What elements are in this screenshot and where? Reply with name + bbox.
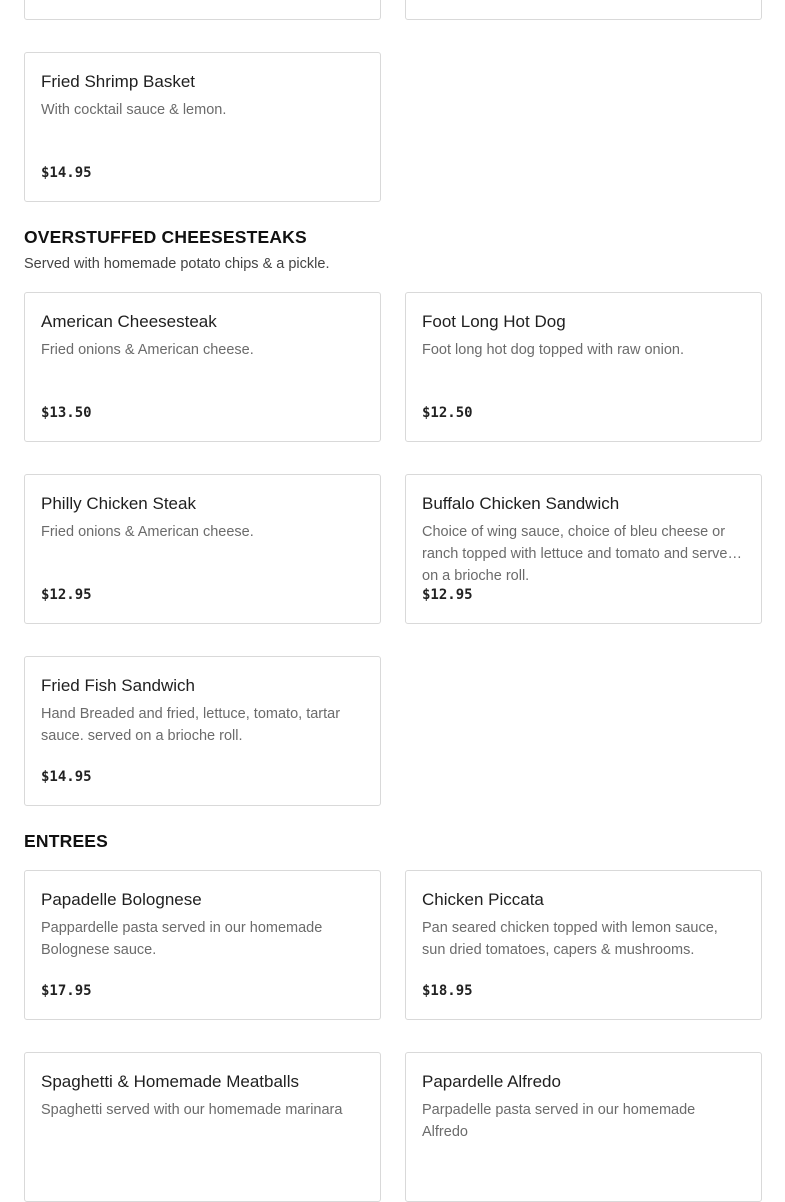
- menu-item-card[interactable]: [405, 474, 762, 624]
- menu-item-description: Pan seared chicken topped with lemon sauce, sun dried tomatoes, capers & mushrooms.: [422, 920, 718, 958]
- menu-item-price: $12.95: [422, 587, 473, 603]
- menu-item-description: Choice of wing sauce, choice of bleu cheese or ranch topped with lettuce and tomato and served on a brioche roll.: [422, 524, 736, 584]
- menu-item-description: Foot long hot dog topped with raw onion.: [422, 342, 684, 358]
- menu-item-price: $14.95: [41, 165, 92, 181]
- menu-item-name: Papardelle Alfredo: [422, 1072, 561, 1091]
- section-title-entrees: ENTREES: [24, 831, 109, 851]
- menu-item-card[interactable]: [24, 292, 381, 442]
- menu-item-card[interactable]: [405, 1052, 762, 1202]
- menu-item-name: Spaghetti & Homemade Meatballs: [41, 1072, 299, 1091]
- menu-item-card-partial[interactable]: [24, 0, 381, 20]
- menu-item-price: $13.50: [41, 405, 92, 421]
- menu-item-price: $17.95: [41, 983, 92, 999]
- menu-item-name: Chicken Piccata: [422, 890, 544, 909]
- menu-item-description: Fried onions & American cheese.: [41, 524, 254, 540]
- menu-item-card[interactable]: [24, 870, 381, 1020]
- menu-item-card[interactable]: [405, 292, 762, 442]
- section-title-cheesesteaks: OVERSTUFFED CHEESESTEAKS: [24, 227, 307, 247]
- menu-item-name: Papadelle Bolognese: [41, 890, 202, 909]
- menu-item-card[interactable]: [405, 870, 762, 1020]
- menu-item-price: $12.50: [422, 405, 473, 421]
- menu-item-description: Fried onions & American cheese.: [41, 342, 254, 358]
- menu-item-description: Spaghetti served with our homemade marinara: [41, 1102, 343, 1118]
- menu-item-name: Fried Fish Sandwich: [41, 676, 196, 695]
- menu-item-description: Hand Breaded and fried, lettuce, tomato, tartar sauce. served on a brioche roll.: [41, 706, 341, 744]
- menu-item-description: Parpadelle pasta served in our homemade Alfredo: [422, 1102, 696, 1140]
- menu-item-description: Pappardelle pasta served in our homemade Bolognese sauce.: [41, 920, 323, 958]
- menu-item-description: With cocktail sauce & lemon.: [41, 102, 227, 118]
- section-subtitle-cheesesteaks: Served with homemade potato chips & a pickle.: [24, 256, 330, 272]
- menu-item-name: Buffalo Chicken Sandwich: [422, 494, 620, 513]
- menu-item-price: $18.95: [422, 983, 473, 999]
- menu-item-card[interactable]: [24, 1052, 381, 1202]
- menu-item-card[interactable]: [24, 52, 381, 202]
- menu-item-name: American Cheesesteak: [41, 312, 217, 331]
- menu-item-name: Foot Long Hot Dog: [422, 312, 566, 331]
- menu-item-price: $12.95: [41, 587, 92, 603]
- menu-item-card-partial[interactable]: [405, 0, 762, 20]
- menu-item-card[interactable]: [24, 474, 381, 624]
- menu-item-name: Fried Shrimp Basket: [41, 72, 195, 91]
- menu-item-name: Philly Chicken Steak: [41, 494, 196, 513]
- menu-item-price: $14.95: [41, 769, 92, 785]
- menu-item-card[interactable]: [24, 656, 381, 806]
